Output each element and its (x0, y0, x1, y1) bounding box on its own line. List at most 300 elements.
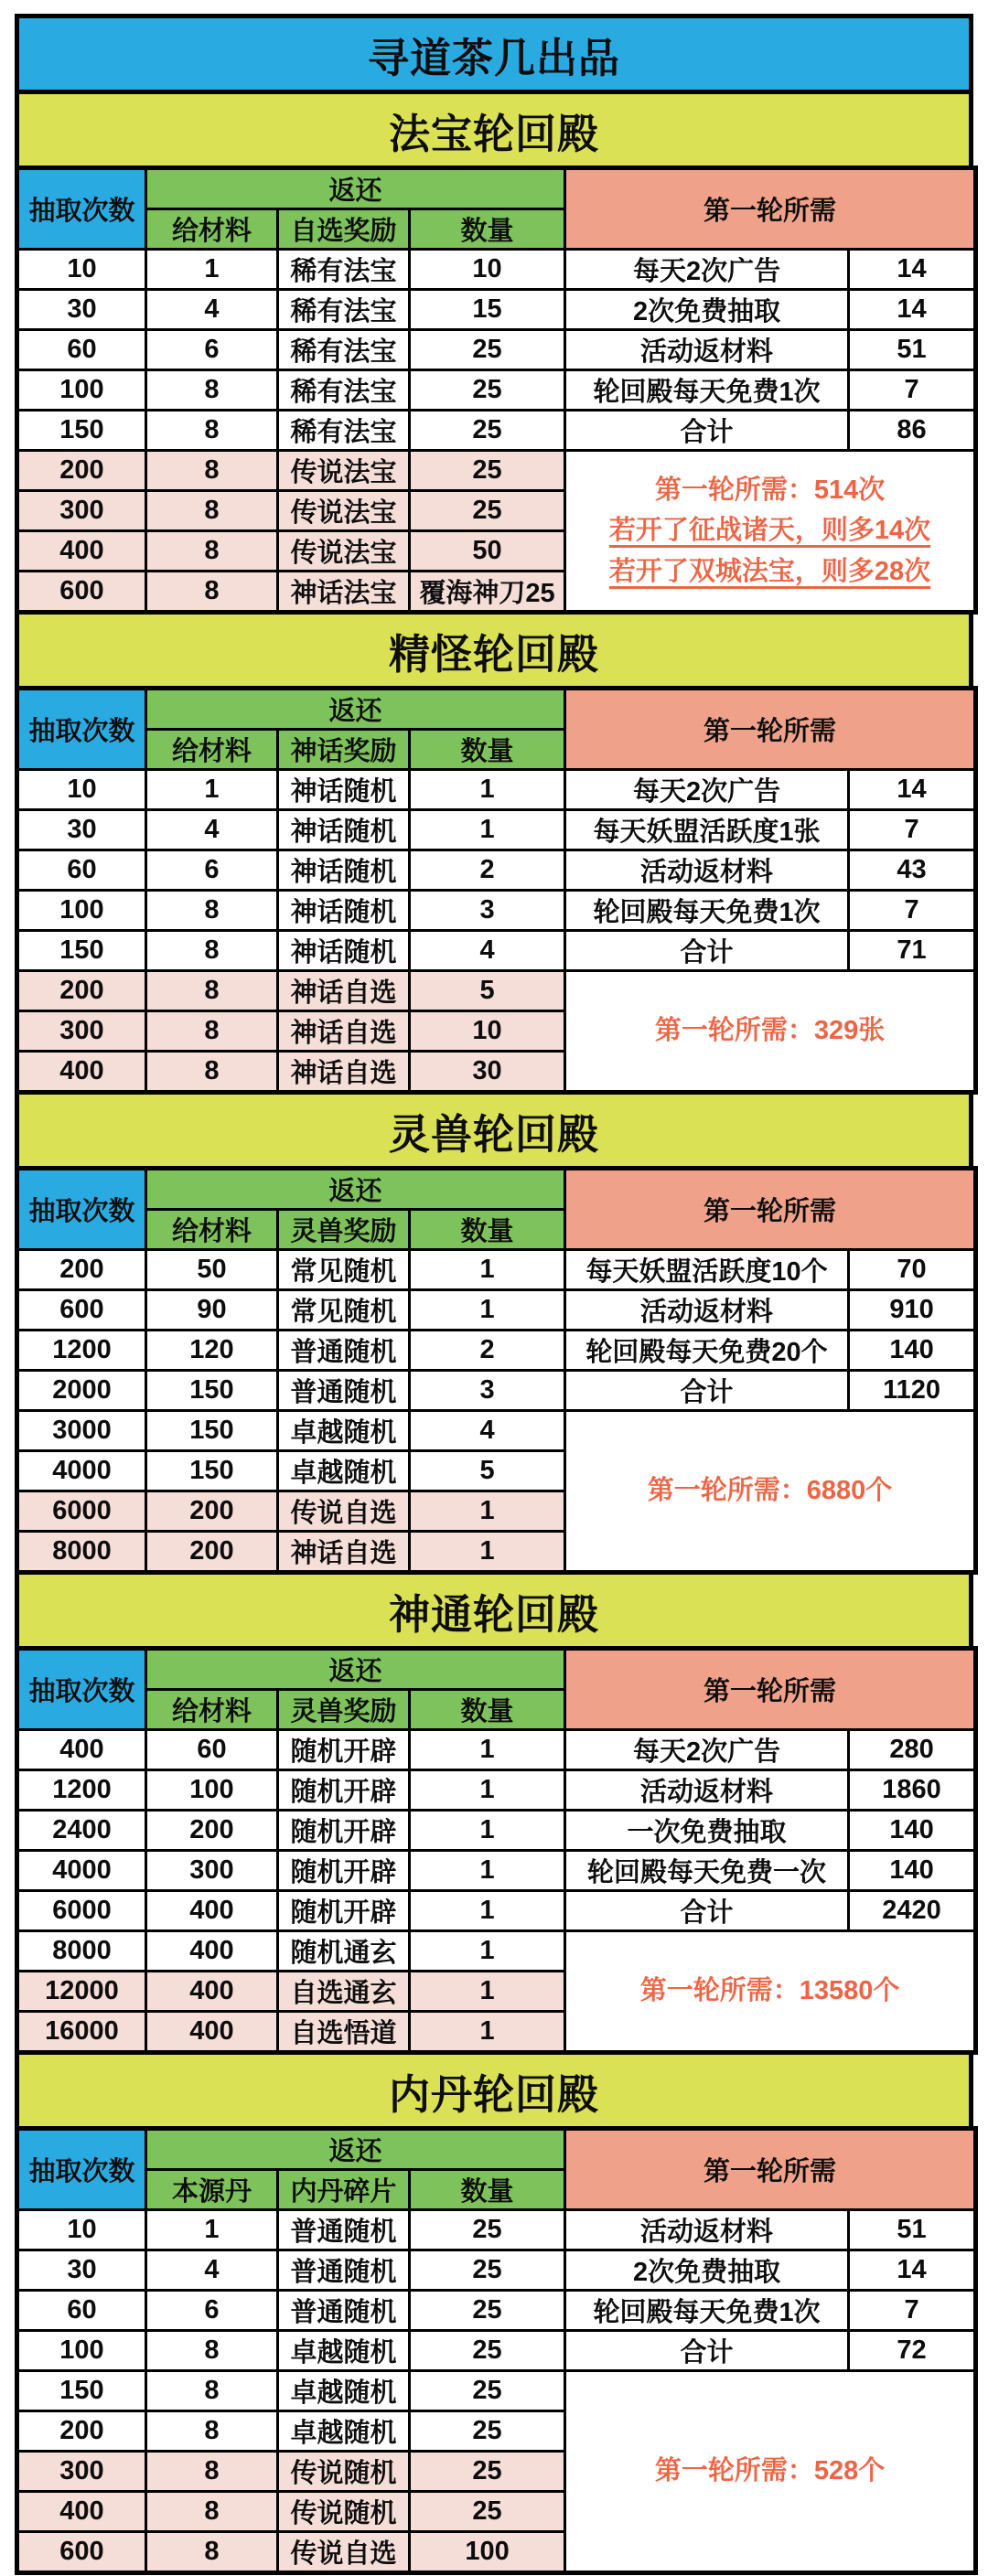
need-label-cell: 轮回殿每天免费1次 (565, 891, 849, 931)
reward-cell: 随机开辟 (278, 1891, 410, 1931)
header-row (17, 1169, 976, 1210)
first-round-note-cell (565, 451, 976, 613)
table-row (17, 290, 976, 330)
need-label-cell: 每天妖盟活跃度1张 (565, 810, 849, 850)
need-label-cell: 2次免费抽取 (565, 290, 849, 330)
return-header: 返还 (146, 2129, 565, 2170)
qty-cell: 25 (410, 2250, 565, 2291)
reward-cell: 普通随机 (278, 1371, 410, 1411)
reward-cell: 神话随机 (278, 770, 410, 810)
reward-cell: 神话法宝 (278, 572, 410, 613)
qty-cell: 25 (410, 2210, 565, 2250)
need-value-cell: 43 (849, 850, 976, 891)
need-value-cell: 14 (849, 770, 976, 810)
need-label-cell: 2次免费抽取 (565, 2250, 849, 2291)
material-cell: 6 (146, 330, 278, 370)
need-label-cell: 合计 (565, 1891, 849, 1931)
need-value-cell: 7 (849, 2291, 976, 2331)
need-label-cell: 活动返材料 (565, 850, 849, 891)
qty-cell: 50 (410, 531, 565, 572)
material-cell: 4 (146, 2250, 278, 2291)
qty-cell: 100 (410, 2532, 565, 2573)
draw-count-cell: 30 (17, 810, 146, 850)
material-cell: 8 (146, 2452, 278, 2492)
reward-cell: 稀有法宝 (278, 250, 410, 290)
need-value-cell: 14 (849, 290, 976, 330)
qty-cell: 3 (410, 891, 565, 931)
qty-cell: 1 (410, 1491, 565, 1532)
material-cell: 8 (146, 891, 278, 931)
draw-count-header: 抽取次数 (17, 1169, 146, 1250)
first-round-need-header: 第一轮所需 (565, 2129, 976, 2210)
material-cell: 8 (146, 370, 278, 411)
material-sub-header: 给材料 (146, 1690, 278, 1730)
table-row (17, 1250, 976, 1290)
qty-cell: 25 (410, 2492, 565, 2532)
table-row (17, 2371, 976, 2411)
draw-count-cell: 150 (17, 411, 146, 451)
table-row (17, 1770, 976, 1811)
need-label-cell: 合计 (565, 931, 849, 971)
return-header: 返还 (146, 1169, 565, 1210)
qty-cell: 覆海神刀25 (410, 572, 565, 613)
reward-cell: 自选悟道 (278, 2012, 410, 2053)
need-label-cell: 每天妖盟活跃度10个 (565, 1250, 849, 1290)
reward-cell: 卓越随机 (278, 1451, 410, 1491)
page-title: 寻道茶几出品 (15, 14, 973, 94)
need-label-cell: 轮回殿每天免费1次 (565, 370, 849, 411)
qty-cell: 1 (410, 1811, 565, 1851)
section-title: 神通轮回殿 (15, 1570, 973, 1651)
reward-cell: 传说随机 (278, 2492, 410, 2532)
need-value-cell: 910 (849, 1290, 976, 1331)
material-sub-header: 给材料 (146, 730, 278, 770)
qty-sub-header: 数量 (410, 1690, 565, 1730)
draw-count-cell: 10 (17, 2210, 146, 2250)
material-cell: 8 (146, 931, 278, 971)
reward-cell: 神话自选 (278, 1052, 410, 1093)
reward-cell: 普通随机 (278, 2291, 410, 2331)
material-cell: 200 (146, 1811, 278, 1851)
reward-cell: 神话随机 (278, 931, 410, 971)
draw-count-cell: 200 (17, 1250, 146, 1290)
table-row (17, 971, 976, 1011)
table-row (17, 2291, 976, 2331)
return-header: 返还 (146, 1649, 565, 1690)
material-cell: 1 (146, 2210, 278, 2250)
reward-cell: 传说自选 (278, 2532, 410, 2573)
reward-cell: 自选通玄 (278, 1972, 410, 2012)
draw-count-cell: 200 (17, 971, 146, 1011)
material-cell: 4 (146, 290, 278, 330)
reward-cell: 随机开辟 (278, 1770, 410, 1811)
table-row (17, 370, 976, 411)
header-row (17, 1649, 976, 1690)
draw-count-cell: 600 (17, 572, 146, 613)
reward-cell: 神话随机 (278, 810, 410, 850)
draw-count-cell: 150 (17, 2371, 146, 2411)
need-label-cell: 每天2次广告 (565, 1730, 849, 1770)
first-round-need-header: 第一轮所需 (565, 168, 976, 250)
material-cell: 150 (146, 1451, 278, 1491)
reward-cell: 卓越随机 (278, 1411, 410, 1451)
table-row (17, 2250, 976, 2291)
draw-count-cell: 200 (17, 451, 146, 491)
draw-count-cell: 30 (17, 290, 146, 330)
material-cell: 1 (146, 250, 278, 290)
reward-cell: 普通随机 (278, 2210, 410, 2250)
header-row (17, 2129, 976, 2170)
need-label-cell: 活动返材料 (565, 1290, 849, 1331)
material-cell: 400 (146, 1891, 278, 1931)
table-row (17, 250, 976, 290)
material-cell: 8 (146, 2411, 278, 2452)
table-row (17, 1811, 976, 1851)
need-value-cell: 51 (849, 330, 976, 370)
material-cell: 50 (146, 1250, 278, 1290)
section-table (15, 1646, 978, 2055)
reward-cell: 神话自选 (278, 1011, 410, 1052)
qty-sub-header: 数量 (410, 209, 565, 250)
table-row (17, 1931, 976, 1972)
need-value-cell: 71 (849, 931, 976, 971)
table-row (17, 2331, 976, 2371)
draw-count-cell: 60 (17, 2291, 146, 2331)
draw-count-cell: 60 (17, 330, 146, 370)
material-cell: 8 (146, 2532, 278, 2573)
qty-sub-header: 数量 (410, 730, 565, 770)
note-line: 第一轮所需：329张 (654, 1016, 886, 1046)
need-value-cell: 140 (849, 1331, 976, 1371)
first-round-need-header: 第一轮所需 (565, 689, 976, 770)
material-cell: 120 (146, 1331, 278, 1371)
need-value-cell: 72 (849, 2331, 976, 2371)
first-round-note-cell (565, 1931, 976, 2053)
material-cell: 4 (146, 810, 278, 850)
need-label-cell: 轮回殿每天免费一次 (565, 1851, 849, 1891)
material-cell: 8 (146, 1052, 278, 1093)
draw-count-cell: 1200 (17, 1770, 146, 1811)
material-sub-header: 本源丹 (146, 2170, 278, 2210)
table-row (17, 2210, 976, 2250)
first-round-note-cell (565, 1411, 976, 1573)
material-cell: 6 (146, 2291, 278, 2331)
header-row (17, 168, 976, 209)
reward-cell: 普通随机 (278, 1331, 410, 1371)
reward-sub-header: 内丹碎片 (278, 2170, 410, 2210)
table-row (17, 1371, 976, 1411)
reward-cell: 随机开辟 (278, 1730, 410, 1770)
need-label-cell: 一次免费抽取 (565, 1811, 849, 1851)
material-cell: 8 (146, 971, 278, 1011)
material-cell: 8 (146, 491, 278, 531)
draw-count-cell: 100 (17, 891, 146, 931)
material-cell: 200 (146, 1532, 278, 1573)
qty-cell: 1 (410, 1931, 565, 1972)
reward-cell: 神话自选 (278, 1532, 410, 1573)
material-cell: 100 (146, 1770, 278, 1811)
qty-cell: 25 (410, 2291, 565, 2331)
need-value-cell: 14 (849, 250, 976, 290)
draw-count-cell: 10 (17, 770, 146, 810)
reward-cell: 传说法宝 (278, 451, 410, 491)
first-round-need-header: 第一轮所需 (565, 1649, 976, 1730)
need-label-cell: 合计 (565, 411, 849, 451)
reward-cell: 常见随机 (278, 1290, 410, 1331)
material-cell: 8 (146, 2331, 278, 2371)
reward-cell: 随机开辟 (278, 1811, 410, 1851)
draw-count-cell: 6000 (17, 1891, 146, 1931)
reward-cell: 稀有法宝 (278, 290, 410, 330)
draw-count-cell: 150 (17, 931, 146, 971)
reward-cell: 稀有法宝 (278, 330, 410, 370)
section-title: 灵兽轮回殿 (15, 1090, 973, 1170)
reward-cell: 神话随机 (278, 850, 410, 891)
reward-cell: 卓越随机 (278, 2371, 410, 2411)
qty-cell: 1 (410, 1250, 565, 1290)
qty-cell: 1 (410, 1730, 565, 1770)
draw-count-cell: 10 (17, 250, 146, 290)
table-row (17, 1730, 976, 1770)
need-value-cell: 1120 (849, 1371, 976, 1411)
qty-cell: 5 (410, 971, 565, 1011)
qty-cell: 5 (410, 1451, 565, 1491)
material-cell: 200 (146, 1491, 278, 1532)
qty-cell: 25 (410, 2452, 565, 2492)
draw-count-cell: 300 (17, 2452, 146, 2492)
need-label-cell: 每天2次广告 (565, 250, 849, 290)
reward-cell: 神话自选 (278, 971, 410, 1011)
reward-cell: 随机开辟 (278, 1851, 410, 1891)
reward-sub-header: 灵兽奖励 (278, 1690, 410, 1730)
table-row (17, 1411, 976, 1451)
material-cell: 8 (146, 411, 278, 451)
draw-count-cell: 2000 (17, 1371, 146, 1411)
qty-cell: 10 (410, 250, 565, 290)
material-cell: 8 (146, 1011, 278, 1052)
draw-count-cell: 400 (17, 2492, 146, 2532)
draw-count-cell: 3000 (17, 1411, 146, 1451)
material-cell: 400 (146, 1931, 278, 1972)
reward-cell: 卓越随机 (278, 2411, 410, 2452)
note-line: 若开了征战诸天，则多14次 (608, 516, 931, 546)
return-header: 返还 (146, 168, 565, 209)
table-row (17, 810, 976, 850)
draw-count-cell: 2400 (17, 1811, 146, 1851)
material-cell: 8 (146, 2492, 278, 2532)
material-cell: 400 (146, 2012, 278, 2053)
qty-sub-header: 数量 (410, 2170, 565, 2210)
draw-count-cell: 4000 (17, 1851, 146, 1891)
draw-count-cell: 400 (17, 1052, 146, 1093)
note-line: 第一轮所需：6880个 (647, 1476, 893, 1506)
qty-cell: 1 (410, 770, 565, 810)
qty-cell: 25 (410, 2331, 565, 2371)
reward-cell: 卓越随机 (278, 2331, 410, 2371)
need-label-cell: 活动返材料 (565, 1770, 849, 1811)
reward-cell: 传说法宝 (278, 491, 410, 531)
draw-count-cell: 200 (17, 2411, 146, 2452)
draw-count-cell: 600 (17, 1290, 146, 1331)
qty-cell: 1 (410, 1891, 565, 1931)
material-sub-header: 给材料 (146, 209, 278, 250)
note-line: 第一轮所需：13580个 (639, 1976, 900, 2006)
first-round-note-cell (565, 2371, 976, 2573)
table-row (17, 330, 976, 370)
draw-count-header: 抽取次数 (17, 168, 146, 250)
note-line: 第一轮所需：528个 (654, 2456, 886, 2486)
material-cell: 400 (146, 1972, 278, 2012)
need-label-cell: 合计 (565, 2331, 849, 2371)
draw-count-cell: 60 (17, 850, 146, 891)
reward-cell: 常见随机 (278, 1250, 410, 1290)
qty-cell: 1 (410, 1532, 565, 1573)
section-table (15, 2126, 978, 2575)
qty-cell: 1 (410, 1290, 565, 1331)
material-cell: 8 (146, 451, 278, 491)
need-label-cell: 轮回殿每天免费1次 (565, 2291, 849, 2331)
qty-cell: 25 (410, 330, 565, 370)
material-cell: 8 (146, 572, 278, 613)
qty-cell: 1 (410, 1770, 565, 1811)
reward-cell: 随机通玄 (278, 1931, 410, 1972)
qty-cell: 3 (410, 1371, 565, 1411)
need-label-cell: 每天2次广告 (565, 770, 849, 810)
draw-count-cell: 30 (17, 2250, 146, 2291)
draw-count-cell: 100 (17, 2331, 146, 2371)
material-cell: 150 (146, 1411, 278, 1451)
draw-count-header: 抽取次数 (17, 1649, 146, 1730)
section-title: 精怪轮回殿 (15, 610, 973, 690)
need-value-cell: 1860 (849, 1770, 976, 1811)
reward-sub-header: 自选奖励 (278, 209, 410, 250)
reward-cell: 稀有法宝 (278, 370, 410, 411)
draw-count-cell: 4000 (17, 1451, 146, 1491)
need-value-cell: 2420 (849, 1891, 976, 1931)
material-cell: 150 (146, 1371, 278, 1411)
qty-cell: 4 (410, 931, 565, 971)
need-value-cell: 7 (849, 891, 976, 931)
draw-count-cell: 6000 (17, 1491, 146, 1532)
draw-count-cell: 100 (17, 370, 146, 411)
table-row (17, 770, 976, 810)
need-value-cell: 140 (849, 1811, 976, 1851)
draw-count-cell: 1200 (17, 1331, 146, 1371)
sections (15, 90, 973, 2575)
need-value-cell: 7 (849, 370, 976, 411)
qty-cell: 25 (410, 411, 565, 451)
material-cell: 90 (146, 1290, 278, 1331)
table-row (17, 1891, 976, 1931)
need-value-cell: 7 (849, 810, 976, 850)
draw-count-header: 抽取次数 (17, 2129, 146, 2210)
table-row (17, 931, 976, 971)
material-sub-header: 给材料 (146, 1210, 278, 1250)
qty-cell: 4 (410, 1411, 565, 1451)
draw-count-cell: 400 (17, 1730, 146, 1770)
qty-cell: 25 (410, 2371, 565, 2411)
need-label-cell: 合计 (565, 1371, 849, 1411)
table-row (17, 1851, 976, 1891)
reward-cell: 普通随机 (278, 2250, 410, 2291)
material-cell: 8 (146, 531, 278, 572)
qty-cell: 2 (410, 850, 565, 891)
reward-sub-header: 神话奖励 (278, 730, 410, 770)
section-title: 内丹轮回殿 (15, 2050, 973, 2131)
draw-count-header: 抽取次数 (17, 689, 146, 770)
first-round-need-header: 第一轮所需 (565, 1169, 976, 1250)
draw-count-cell: 300 (17, 491, 146, 531)
need-value-cell: 280 (849, 1730, 976, 1770)
qty-cell: 1 (410, 1972, 565, 2012)
table-row (17, 1290, 976, 1331)
note-line: 若开了双城法宝，则多28次 (608, 556, 931, 586)
first-round-note-cell (565, 971, 976, 1093)
table-row (17, 891, 976, 931)
table-row (17, 850, 976, 891)
reward-cell: 传说随机 (278, 2452, 410, 2492)
qty-cell: 25 (410, 370, 565, 411)
reward-sub-header: 灵兽奖励 (278, 1210, 410, 1250)
material-cell: 8 (146, 2371, 278, 2411)
need-label-cell: 活动返材料 (565, 2210, 849, 2250)
draw-count-cell: 400 (17, 531, 146, 572)
qty-cell: 10 (410, 1011, 565, 1052)
qty-cell: 1 (410, 2012, 565, 2053)
need-value-cell: 51 (849, 2210, 976, 2250)
section-table (15, 1166, 978, 1575)
need-value-cell: 140 (849, 1851, 976, 1891)
qty-cell: 25 (410, 491, 565, 531)
draw-count-cell: 16000 (17, 2012, 146, 2053)
qty-cell: 25 (410, 2411, 565, 2452)
qty-cell: 1 (410, 1851, 565, 1891)
note-line: 第一轮所需：514次 (654, 476, 886, 506)
section-title: 法宝轮回殿 (15, 90, 973, 170)
reward-cell: 稀有法宝 (278, 411, 410, 451)
need-value-cell: 14 (849, 2250, 976, 2291)
reward-cell: 传说法宝 (278, 531, 410, 572)
section-table (15, 686, 978, 1095)
draw-count-cell: 600 (17, 2532, 146, 2573)
material-cell: 300 (146, 1851, 278, 1891)
table-row (17, 411, 976, 451)
qty-cell: 25 (410, 451, 565, 491)
material-cell: 60 (146, 1730, 278, 1770)
material-cell: 6 (146, 850, 278, 891)
need-label-cell: 轮回殿每天免费20个 (565, 1331, 849, 1371)
need-value-cell: 70 (849, 1250, 976, 1290)
qty-cell: 2 (410, 1331, 565, 1371)
reward-cell: 神话随机 (278, 891, 410, 931)
draw-count-cell: 300 (17, 1011, 146, 1052)
gacha-return-sheet (15, 0, 973, 2575)
draw-count-cell: 8000 (17, 1931, 146, 1972)
return-header: 返还 (146, 689, 565, 730)
section-table (15, 166, 978, 615)
need-value-cell: 86 (849, 411, 976, 451)
draw-count-cell: 12000 (17, 1972, 146, 2012)
qty-sub-header: 数量 (410, 1210, 565, 1250)
qty-cell: 30 (410, 1052, 565, 1093)
header-row (17, 689, 976, 730)
draw-count-cell: 8000 (17, 1532, 146, 1573)
reward-cell: 传说自选 (278, 1491, 410, 1532)
table-row (17, 1331, 976, 1371)
table-row (17, 451, 976, 491)
qty-cell: 15 (410, 290, 565, 330)
material-cell: 1 (146, 770, 278, 810)
